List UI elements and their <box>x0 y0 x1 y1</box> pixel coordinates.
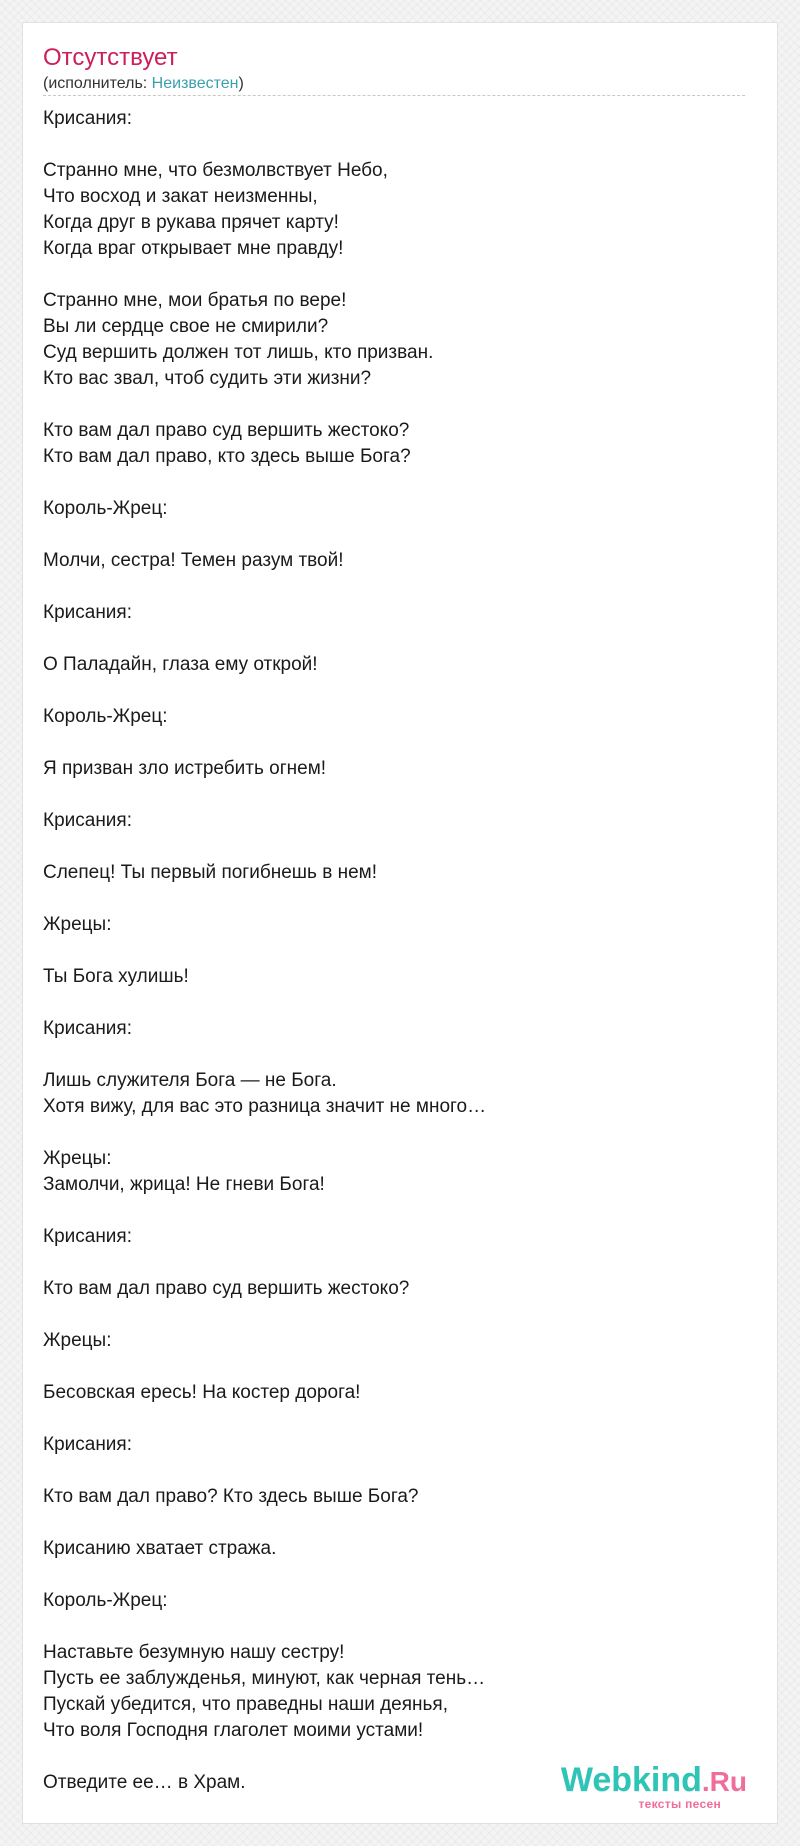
lyric-blank-line <box>43 1614 743 1640</box>
lyric-line: О Паладайн, глаза ему открой! <box>43 654 318 675</box>
lyric-blank-line <box>43 392 743 418</box>
lyric-line: Кто вас звал, чтоб судить эти жизни? <box>43 368 372 389</box>
lyric-line: Король-Жрец: <box>43 706 168 727</box>
lyric-blank-line <box>43 678 743 704</box>
performer-link[interactable]: Неизвестен <box>151 75 239 92</box>
lyric-blank-line <box>43 990 743 1016</box>
lyric-blank-line <box>43 262 743 288</box>
lyric-blank-line <box>43 1458 743 1484</box>
lyric-blank-line <box>43 1354 743 1380</box>
performer-suffix: ) <box>238 75 244 92</box>
lyric-line: Пусть ее заблужденья, минуют, как черная тень… <box>43 1668 486 1689</box>
lyrics-card <box>22 22 778 1824</box>
lyric-line: Король-Жрец: <box>43 498 168 519</box>
lyric-line: Лишь служителя Бога — не Бога. <box>43 1070 337 1091</box>
lyric-line: Странно мне, что безмолвствует Небо, <box>43 160 388 181</box>
logo-word: Webkind <box>560 1761 702 1799</box>
logo-tagline: тексты песен <box>638 1797 721 1811</box>
lyric-line: Когда друг в рукава прячет карту! <box>43 212 339 233</box>
lyric-blank-line <box>43 782 743 808</box>
lyric-line: Бесовская ересь! На костер дорога! <box>43 1382 361 1403</box>
lyric-line: Кто вам дал право суд вершить жестоко? <box>43 1278 410 1299</box>
performer-prefix: (исполнитель: <box>43 75 152 92</box>
lyric-blank-line <box>43 886 743 912</box>
lyric-line: Пускай убедится, что праведны наши деянья, <box>43 1694 448 1715</box>
lyric-line: Крисания: <box>43 1434 132 1455</box>
lyric-blank-line <box>43 1302 743 1328</box>
lyric-line: Молчи, сестра! Темен разум твой! <box>43 550 344 571</box>
lyric-blank-line <box>43 1510 743 1536</box>
lyric-blank-line <box>43 132 743 158</box>
lyric-blank-line <box>43 1042 743 1068</box>
lyric-line: Кто вам дал право? Кто здесь выше Бога? <box>43 1486 419 1507</box>
header-divider <box>43 95 745 96</box>
logo-suffix: .Ru <box>701 1766 747 1797</box>
lyric-line: Наставьте безумную нашу сестру! <box>43 1642 345 1663</box>
lyric-line: Жрецы: <box>43 1148 112 1169</box>
lyric-blank-line <box>43 1120 743 1146</box>
lyric-line: Крисанию хватает стража. <box>43 1538 277 1559</box>
lyric-blank-line <box>43 626 743 652</box>
lyrics-text <box>43 106 743 1796</box>
lyric-line: Жрецы: <box>43 1330 112 1351</box>
lyric-line: Хотя вижу, для вас это разница значит не много… <box>43 1096 487 1117</box>
lyric-line: Крисания: <box>43 108 132 129</box>
lyric-line: Кто вам дал право суд вершить жестоко? <box>43 420 410 441</box>
performer-line <box>43 73 244 95</box>
lyric-line: Когда враг открывает мне правду! <box>43 238 344 259</box>
lyric-blank-line <box>43 1198 743 1224</box>
lyric-line: Вы ли сердце свое не смирили? <box>43 316 329 337</box>
lyric-blank-line <box>43 522 743 548</box>
lyric-line: Отведите ее… в Храм. <box>43 1772 246 1793</box>
lyric-line: Суд вершить должен тот лишь, кто призван. <box>43 342 434 363</box>
lyric-line: Кто вам дал право, кто здесь выше Бога? <box>43 446 411 467</box>
lyric-line: Крисания: <box>43 810 132 831</box>
lyric-line: Странно мне, мои братья по вере! <box>43 290 347 311</box>
lyric-line: Крисания: <box>43 1226 132 1247</box>
lyric-blank-line <box>43 834 743 860</box>
lyric-line: Что восход и закат неизменны, <box>43 186 318 207</box>
lyric-line: Что воля Господня глаголет моими устами! <box>43 1720 424 1741</box>
lyric-line: Замолчи, жрица! Не гневи Бога! <box>43 1174 325 1195</box>
lyric-line: Крисания: <box>43 1018 132 1039</box>
lyric-blank-line <box>43 1406 743 1432</box>
logo-wordmark <box>561 1761 747 1801</box>
lyric-blank-line <box>43 1250 743 1276</box>
lyric-blank-line <box>43 938 743 964</box>
lyric-line: Ты Бога хулишь! <box>43 966 189 987</box>
lyric-line: Крисания: <box>43 602 132 623</box>
lyric-blank-line <box>43 574 743 600</box>
lyric-line: Король-Жрец: <box>43 1590 168 1611</box>
lyric-blank-line <box>43 470 743 496</box>
lyric-blank-line <box>43 730 743 756</box>
site-logo <box>547 1761 747 1809</box>
lyric-line: Слепец! Ты первый погибнешь в нем! <box>43 862 377 883</box>
lyric-line: Жрецы: <box>43 914 112 935</box>
lyric-line: Я призван зло истребить огнем! <box>43 758 327 779</box>
lyric-blank-line <box>43 1562 743 1588</box>
song-title: Отсутствует <box>43 44 178 71</box>
